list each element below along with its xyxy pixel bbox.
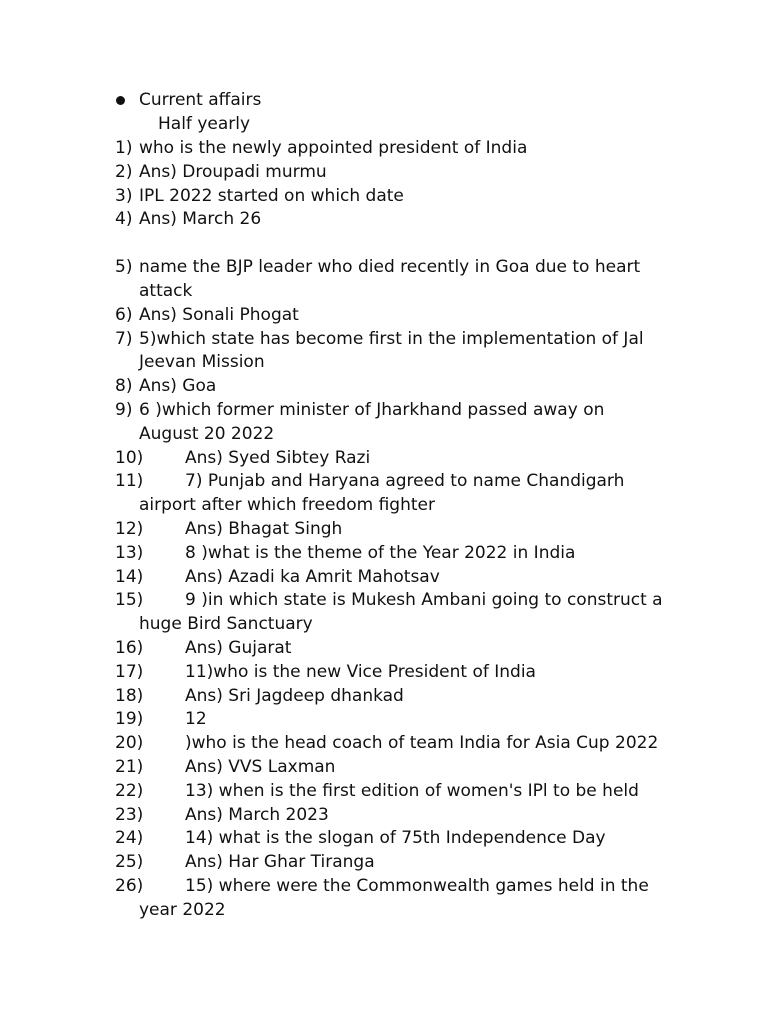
item-number: 24): [115, 828, 144, 849]
document-page: [0, 89, 768, 923]
item-number: 22): [115, 780, 144, 801]
list-item: [0, 732, 768, 756]
list-item: [0, 542, 768, 566]
item-text: 8 )what is the theme of the Year 2022 in India: [185, 542, 576, 563]
item-text: Ans) VVS Laxman: [185, 756, 336, 777]
item-number: 12): [115, 518, 144, 539]
list-item: [0, 566, 768, 590]
bullet-heading: [0, 89, 768, 113]
list-item: [0, 875, 768, 923]
item-number: 26): [115, 875, 144, 896]
item-text: 11)who is the new Vice President of India: [185, 661, 536, 682]
item-text: 13) when is the first edition of women's IPl to be held: [185, 780, 639, 801]
item-number: 6): [115, 304, 133, 325]
item-text: 9 )in which state is Mukesh Ambani going to construct a huge Bird Sanctuary: [139, 590, 663, 635]
item-text: IPL 2022 started on which date: [139, 185, 404, 206]
list-item: [0, 470, 768, 518]
item-number: 8): [115, 376, 133, 397]
list-item: [0, 827, 768, 851]
item-text: 15) where were the Commonwealth games held in the year 2022: [139, 875, 649, 920]
item-number: 20): [115, 733, 144, 754]
item-number: 13): [115, 542, 144, 563]
list-item: [0, 399, 768, 447]
subheading: Half yearly: [158, 114, 251, 134]
item-text: Ans) Har Ghar Tiranga: [185, 852, 375, 873]
list-item: [0, 161, 768, 185]
item-text: who is the newly appointed president of India: [139, 138, 528, 158]
item-text: Ans) March 26: [139, 209, 262, 230]
item-number: 23): [115, 804, 144, 825]
item-number: 1): [115, 138, 133, 158]
item-text: )who is the head coach of team India for Asia Cup 2022: [185, 733, 659, 754]
item-number: 17): [115, 661, 144, 682]
item-number: 14): [115, 566, 144, 587]
item-number: 11): [115, 471, 144, 492]
item-text: Ans) Syed Sibtey Razi: [185, 447, 371, 468]
list-item: [0, 637, 768, 661]
blank-line: [0, 232, 768, 256]
item-text: Ans) Bhagat Singh: [185, 518, 343, 539]
list-item: [0, 780, 768, 804]
list-item: [0, 756, 768, 780]
list-item: [0, 208, 768, 232]
item-text: 6 )which former minister of Jharkhand passed away on August 20 2022: [139, 399, 605, 444]
item-number: 4): [115, 209, 133, 230]
item-number: 3): [115, 185, 133, 206]
item-number: 9): [115, 399, 133, 420]
list-item: [0, 256, 768, 304]
list-item: [0, 685, 768, 709]
item-text: 7) Punjab and Haryana agreed to name Chandigarh airport after which freedom fighter: [139, 471, 625, 516]
list-item: [0, 708, 768, 732]
item-number: 25): [115, 852, 144, 873]
list-item: [0, 804, 768, 828]
list-item: [0, 518, 768, 542]
list-item: [0, 661, 768, 685]
item-text: 14) what is the slogan of 75th Independence Day: [185, 828, 606, 849]
item-number: 19): [115, 709, 144, 730]
item-text: 5)which state has become first in the implementation of Jal Jeevan Mission: [139, 328, 644, 373]
item-number: 18): [115, 685, 144, 706]
item-text: name the BJP leader who died recently in Goa due to heart attack: [139, 257, 641, 301]
item-number: 16): [115, 637, 144, 658]
list-item: [0, 375, 768, 399]
list-item: [0, 851, 768, 875]
item-text: Ans) Goa: [139, 376, 217, 397]
item-text: Ans) March 2023: [185, 804, 329, 825]
list-item: [0, 137, 768, 161]
list-item: [0, 185, 768, 209]
item-number: 5): [115, 257, 133, 278]
item-number: 10): [115, 447, 144, 468]
item-number: 15): [115, 590, 144, 611]
list-item: [0, 447, 768, 471]
item-text: Ans) Sonali Phogat: [139, 304, 299, 325]
item-number: 7): [115, 328, 133, 349]
item-number: 21): [115, 756, 144, 777]
list-item: [0, 328, 768, 376]
item-text: Ans) Gujarat: [185, 637, 292, 658]
item-number: 2): [115, 161, 133, 182]
question-list: [0, 137, 768, 923]
item-text: Ans) Sri Jagdeep dhankad: [185, 685, 404, 706]
bullet-dot-icon: [116, 96, 125, 105]
heading-text: Current affairs: [139, 90, 262, 110]
list-item: [0, 304, 768, 328]
item-text: Ans) Droupadi murmu: [139, 161, 327, 182]
item-text: 12: [185, 709, 207, 730]
list-item: [0, 589, 768, 637]
item-text: Ans) Azadi ka Amrit Mahotsav: [185, 566, 440, 587]
